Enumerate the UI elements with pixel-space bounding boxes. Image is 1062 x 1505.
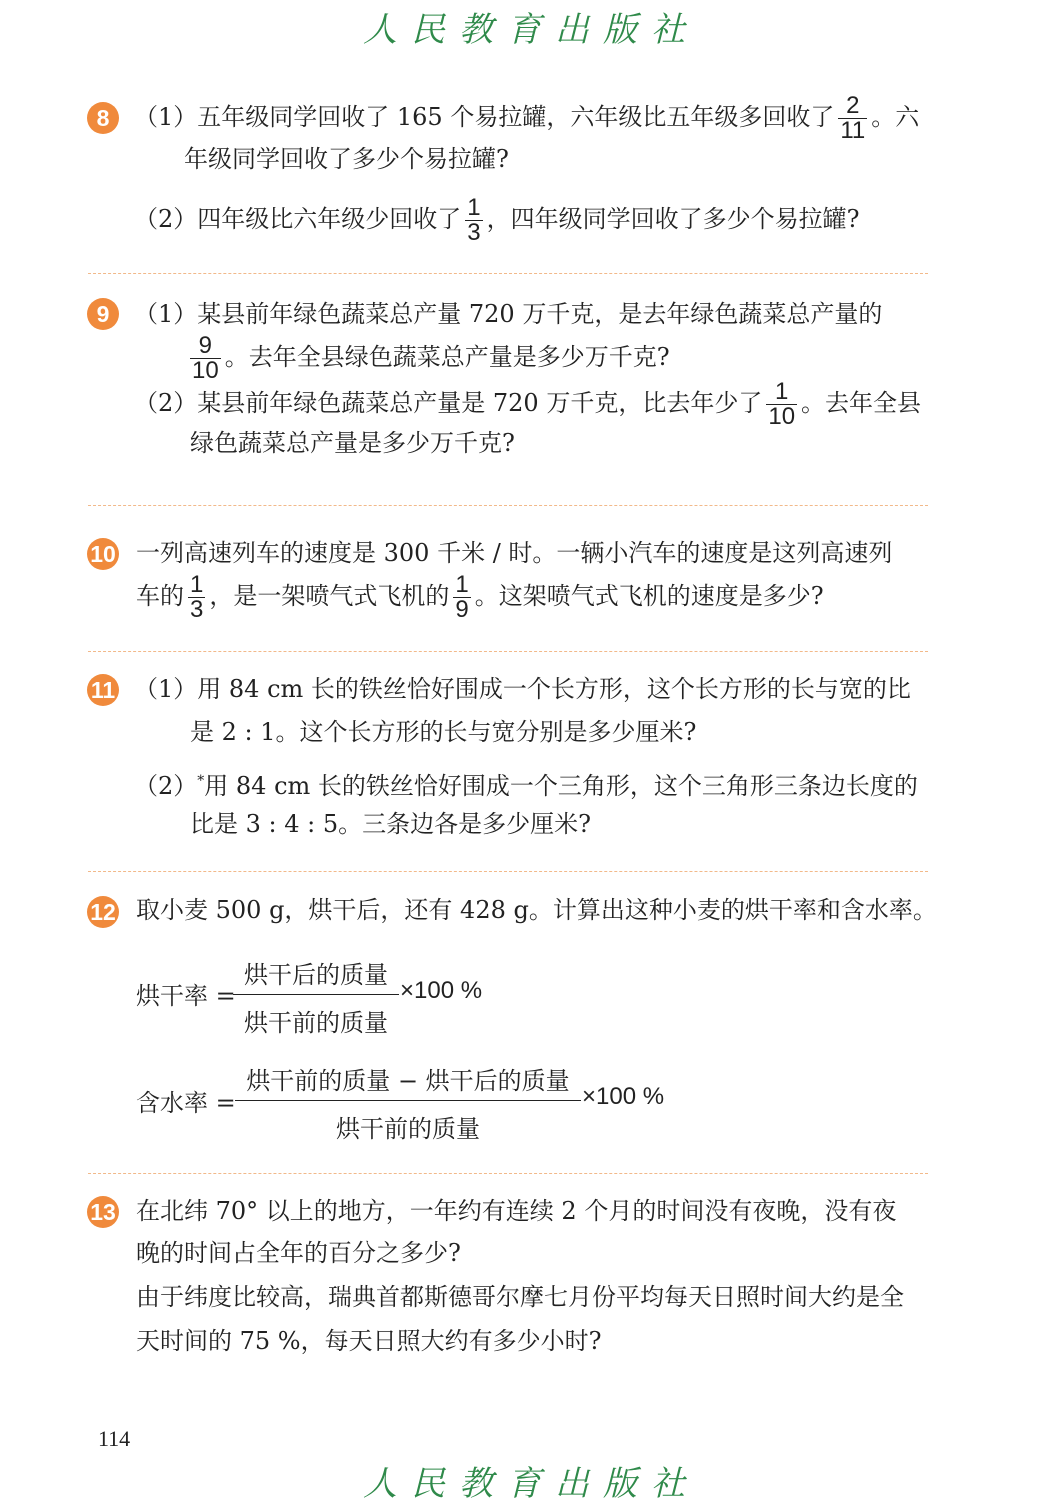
- problem-number-badge: 9: [87, 298, 119, 330]
- fraction: [766, 380, 797, 429]
- fraction-numerator: 1: [766, 380, 797, 405]
- section-divider: [88, 871, 928, 872]
- fraction-denominator: 10: [768, 403, 796, 430]
- problem-number-badge: 11: [87, 674, 119, 706]
- problem-text: 车的: [136, 582, 184, 610]
- problem-text: （1）五年级同学回收了 165 个易拉罐，六年级比五年级多回收了: [134, 103, 835, 131]
- drying-rate-multiplier: ×100 %: [400, 977, 483, 1004]
- problem-number-badge: 13: [87, 1196, 119, 1228]
- fraction-numerator: 1: [190, 571, 204, 598]
- problem-text: 用 84 cm 长的铁丝恰好围成一个三角形，这个三角形三条边长度的: [204, 772, 918, 800]
- water-content-multiplier: ×100 %: [582, 1083, 665, 1110]
- problem-13-line2: 晚的时间占全年的百分之多少?: [136, 1239, 461, 1267]
- problem-13-line1: 在北纬 70° 以上的地方，一年约有连续 2 个月的时间没有夜晚，没有夜: [136, 1197, 897, 1225]
- section-divider: [88, 651, 928, 652]
- fraction: [188, 573, 205, 622]
- part-label: （2）: [134, 772, 198, 800]
- problem-12-line1: 取小麦 500 g，烘干后，还有 428 g。计算出这种小麦的烘干率和含水率。: [136, 896, 937, 924]
- problem-8-part1-line2: 年级同学回收了多少个易拉罐?: [184, 145, 509, 173]
- section-divider: [88, 273, 928, 274]
- problem-8-part2: [134, 190, 860, 248]
- problem-11-part2-line1: [134, 760, 918, 808]
- fraction-numerator: 1: [455, 571, 469, 598]
- fraction-numerator: 烘干后的质量: [233, 955, 399, 995]
- optional-star: *: [197, 773, 205, 789]
- fraction-numerator: 烘干前的质量 − 烘干后的质量: [235, 1061, 581, 1101]
- fraction: [453, 573, 470, 622]
- problem-text: （2）四年级比六年级少回收了: [134, 205, 462, 233]
- problem-9-part1-line1: （1）某县前年绿色蔬菜总产量 720 万千克，是去年绿色蔬菜总产量的: [134, 300, 883, 328]
- fraction-denominator: 11: [840, 117, 866, 144]
- water-content-fraction: [235, 1061, 581, 1144]
- problem-text: 。去年全县: [801, 389, 922, 417]
- fraction: [465, 196, 482, 245]
- problem-11-part1-line1: （1）用 84 cm 长的铁丝恰好围成一个长方形，这个长方形的长与宽的比: [134, 675, 911, 703]
- problem-13-line4: 天时间的 75 %，每天日照大约有多少小时?: [136, 1327, 602, 1355]
- problem-10-line1: 一列高速列车的速度是 300 千米 / 时。一辆小汽车的速度是这列高速列: [136, 539, 893, 567]
- problem-text: ，四年级同学回收了多少个易拉罐?: [486, 205, 860, 233]
- publisher-logo-top: 人民教育出版社: [363, 10, 699, 50]
- page-number: 114: [98, 1426, 131, 1451]
- problem-11-part2-line2: 比是 3 : 4 : 5。三条边各是多少厘米?: [190, 810, 591, 838]
- fraction: [838, 94, 867, 143]
- problem-text: 。六: [871, 103, 920, 131]
- problem-text: ，是一架喷气式飞机的: [209, 582, 450, 610]
- fraction-denominator: 烘干前的质量: [244, 1009, 388, 1037]
- section-divider: [88, 505, 928, 506]
- fraction-denominator: 3: [190, 596, 204, 623]
- drying-rate-fraction: [233, 955, 399, 1038]
- fraction-denominator: 9: [455, 596, 469, 623]
- problem-9-part2-line2: 绿色蔬菜总产量是多少万千克?: [190, 429, 515, 457]
- fraction-denominator: 10: [192, 357, 219, 384]
- fraction-denominator: 3: [467, 219, 481, 246]
- fraction-numerator: 1: [467, 194, 481, 221]
- fraction-denominator: 烘干前的质量: [336, 1115, 480, 1143]
- fraction-numerator: 9: [190, 334, 221, 359]
- problem-number-badge: 10: [87, 538, 119, 570]
- publisher-logo-bottom: 人民教育出版社: [363, 1464, 699, 1504]
- problem-number-badge: 8: [87, 102, 119, 134]
- problem-number-badge: 12: [87, 896, 119, 928]
- problem-text: （2）某县前年绿色蔬菜总产量是 720 万千克，比去年少了: [134, 389, 763, 417]
- problem-text: 。去年全县绿色蔬菜总产量是多少万千克?: [224, 343, 670, 371]
- drying-rate-label: 烘干率 =: [136, 982, 236, 1010]
- problem-10-line2: [136, 567, 824, 625]
- problem-13-line3: 由于纬度比较高，瑞典首都斯德哥尔摩七月份平均每天日照时间大约是全: [136, 1283, 904, 1311]
- water-content-label: 含水率 =: [136, 1089, 236, 1117]
- fraction-numerator: 2: [838, 94, 867, 119]
- problem-text: 。这架喷气式飞机的速度是多少?: [474, 582, 824, 610]
- section-divider: [88, 1173, 928, 1174]
- problem-11-part1-line2: 是 2 : 1。这个长方形的长与宽分别是多少厘米?: [190, 718, 697, 746]
